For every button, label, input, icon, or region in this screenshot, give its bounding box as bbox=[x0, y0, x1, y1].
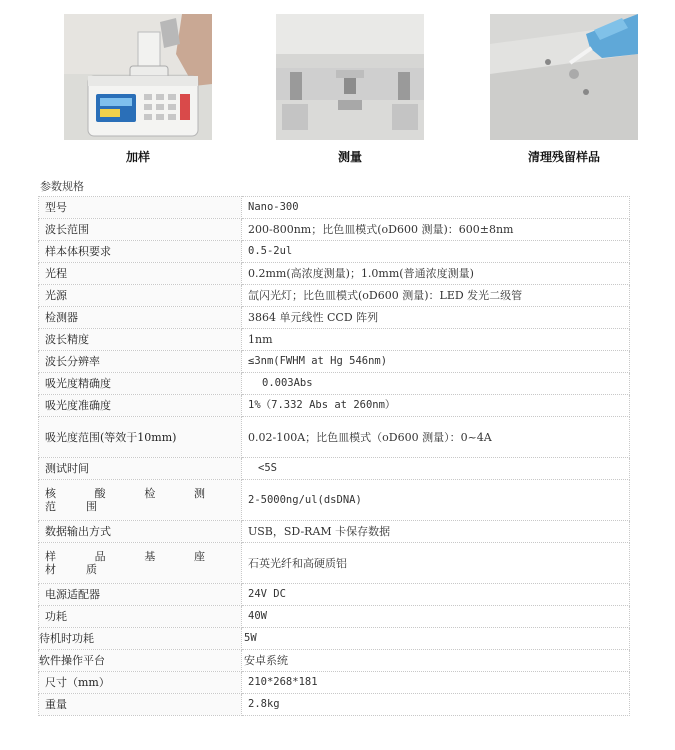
spec-value: 0.02-100A；比色皿模式（oD600 测量）：0~4A bbox=[242, 417, 630, 458]
table-row bbox=[39, 329, 630, 351]
spec-key: 吸光度精确度 bbox=[39, 373, 242, 395]
spec-key: 吸光度准确度 bbox=[39, 395, 242, 417]
table-row bbox=[39, 628, 630, 650]
spec-value: 2-5000ng/ul(dsDNA) bbox=[242, 480, 630, 521]
spec-value: 210*268*181 bbox=[242, 672, 630, 694]
table-row bbox=[39, 351, 630, 373]
table-row bbox=[39, 650, 630, 672]
table-row bbox=[39, 694, 630, 716]
spec-value: USB，SD-RAM 卡保存数据 bbox=[242, 521, 630, 543]
spec-value: <5S bbox=[242, 458, 630, 480]
table-row bbox=[39, 197, 630, 219]
spec-key: 波长分辨率 bbox=[39, 351, 242, 373]
measurement-pedestal-photo bbox=[276, 14, 424, 140]
caption-measure: 测量 bbox=[337, 150, 362, 164]
table-row bbox=[39, 417, 630, 458]
spec-key: 型号 bbox=[39, 197, 242, 219]
table-row bbox=[39, 543, 630, 584]
table-row bbox=[39, 584, 630, 606]
spec-key: 电源适配器 bbox=[39, 584, 242, 606]
spec-key: 光程 bbox=[39, 263, 242, 285]
table-row bbox=[39, 373, 630, 395]
spec-value: 安卓系统 bbox=[242, 650, 630, 672]
spec-key: 吸光度范围(等效于10mm) bbox=[39, 417, 242, 458]
product-photos bbox=[0, 14, 675, 174]
spec-value: 0.2mm(高浓度测量)；1.0mm(普通浓度测量) bbox=[242, 263, 630, 285]
spec-key: 重量 bbox=[39, 694, 242, 716]
spec-key: 尺寸（mm） bbox=[39, 672, 242, 694]
spec-key: 软件操作平台 bbox=[39, 650, 242, 672]
spec-key: 待机时功耗 bbox=[39, 628, 242, 650]
spec-value: ≤3nm(FWHM at Hg 546nm) bbox=[242, 351, 630, 373]
spec-value: Nano-300 bbox=[242, 197, 630, 219]
section-title: 参数规格 bbox=[40, 180, 84, 193]
spec-value: 氙闪光灯；比色皿模式(oD600 测量)：LED 发光二级管 bbox=[242, 285, 630, 307]
spec-key: 检测器 bbox=[39, 307, 242, 329]
spec-value: 200-800nm；比色皿模式(oD600 测量)：600±8nm bbox=[242, 219, 630, 241]
caption-clean-residue: 清理残留样品 bbox=[527, 150, 600, 164]
table-row bbox=[39, 395, 630, 417]
spec-value: 3864 单元线性 CCD 阵列 bbox=[242, 307, 630, 329]
table-row bbox=[39, 219, 630, 241]
table-row bbox=[39, 606, 630, 628]
table-row bbox=[39, 480, 630, 521]
spectrophotometer-pipette-photo bbox=[64, 14, 212, 140]
spec-value: 40W bbox=[242, 606, 630, 628]
spec-value: 0.003Abs bbox=[242, 373, 630, 395]
spec-value: 24V DC bbox=[242, 584, 630, 606]
spec-value: 1nm bbox=[242, 329, 630, 351]
table-row bbox=[39, 263, 630, 285]
spec-value: 2.8kg bbox=[242, 694, 630, 716]
table-row bbox=[39, 672, 630, 694]
table-row bbox=[39, 241, 630, 263]
spec-value: 石英光纤和高硬质铝 bbox=[242, 543, 630, 584]
spec-key: 测试时间 bbox=[39, 458, 242, 480]
spec-key: 样本体积要求 bbox=[39, 241, 242, 263]
spec-key: 核酸检测范围 bbox=[39, 480, 242, 521]
spec-key: 功耗 bbox=[39, 606, 242, 628]
spec-key: 波长范围 bbox=[39, 219, 242, 241]
spec-value: 0.5-2ul bbox=[242, 241, 630, 263]
table-row bbox=[39, 285, 630, 307]
spec-value: 1%（7.332 Abs at 260nm） bbox=[242, 395, 630, 417]
table-row bbox=[39, 458, 630, 480]
caption-add-sample: 加样 bbox=[125, 150, 150, 164]
table-row bbox=[39, 521, 630, 543]
clean-sample-photo bbox=[490, 14, 638, 140]
spec-key: 数据输出方式 bbox=[39, 521, 242, 543]
spec-key: 样品基座材质 bbox=[39, 543, 242, 584]
spec-value: 5W bbox=[242, 628, 630, 650]
spec-key: 波长精度 bbox=[39, 329, 242, 351]
table-row bbox=[39, 307, 630, 329]
spec-table bbox=[38, 196, 630, 716]
spec-key: 光源 bbox=[39, 285, 242, 307]
